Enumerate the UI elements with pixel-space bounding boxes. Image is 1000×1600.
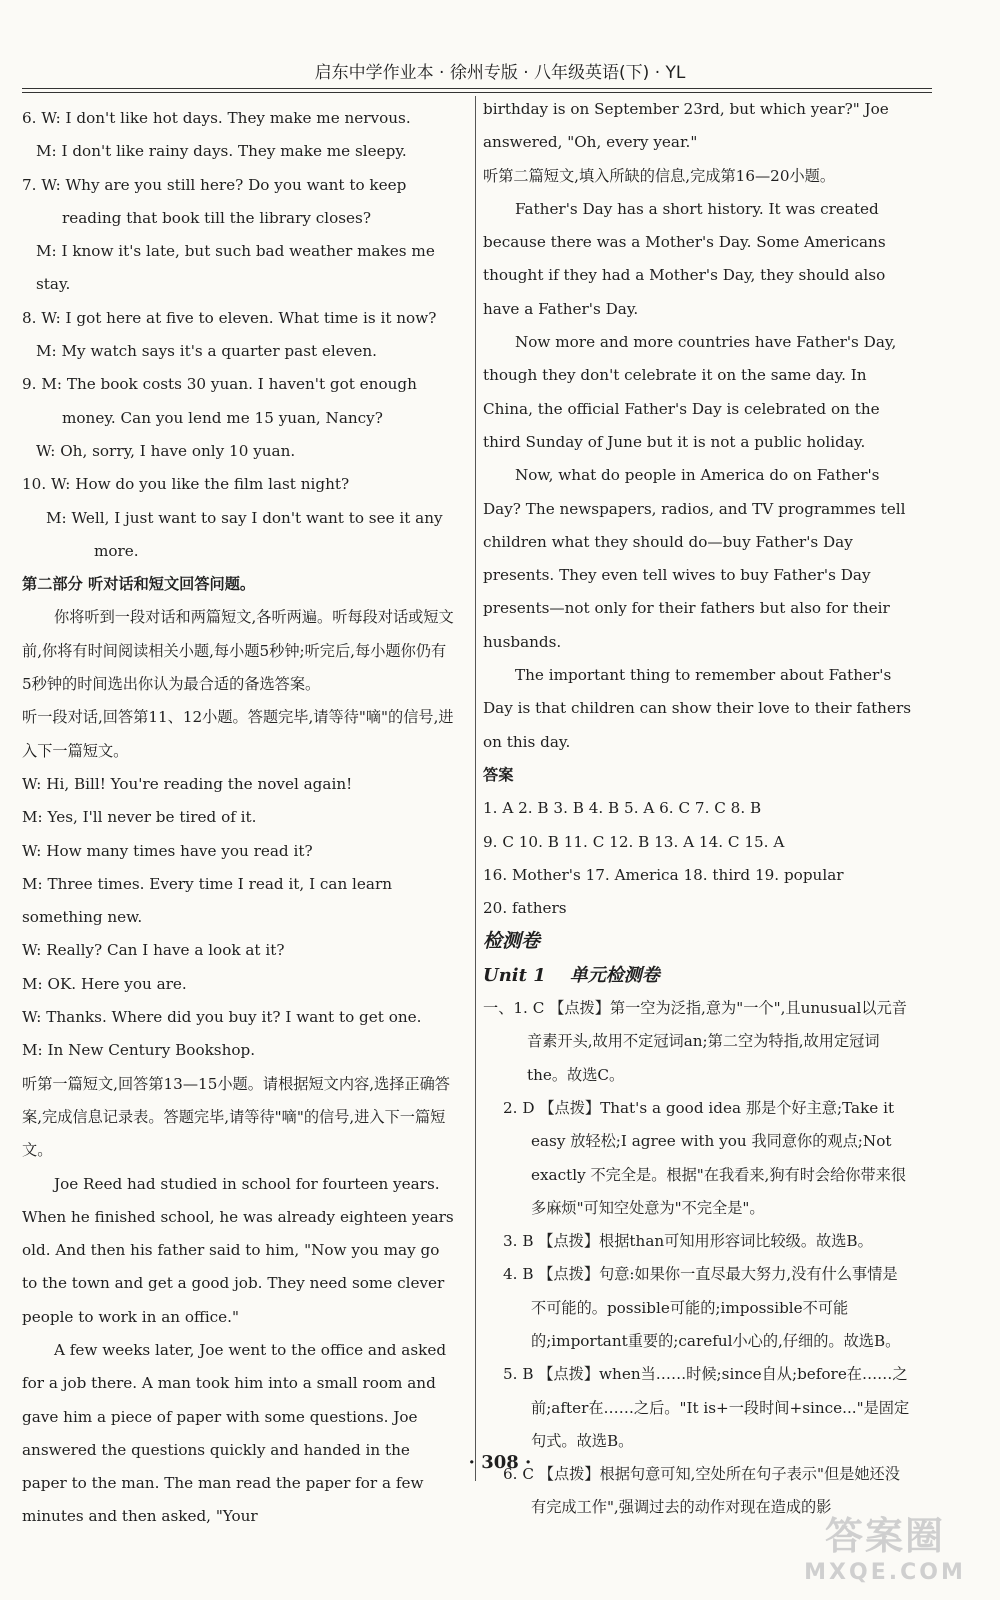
- dialog-line: M: Well, I just want to say I don't want to see it any more.: [46, 508, 443, 560]
- passage-paragraph: Father's Day has a short history. It was created because there was a Mother's Day. Some Americans thought if they had a Mother's Day, they should also have a Father's Day.: [483, 199, 886, 318]
- watermark-url: MXQE.COM: [804, 1560, 966, 1585]
- test-section-title: 检测卷: [483, 930, 541, 953]
- dialog-line: M: Yes, I'll never be tired of it.: [22, 808, 257, 827]
- left-column: [22, 102, 454, 1534]
- dialog-line: 7. W: Why are you still here? Do you want to keep reading that book till the library closes?: [22, 175, 407, 227]
- watermark-logo: [780, 1505, 990, 1585]
- dialog-line: M: I know it's late, but such bad weather makes me stay.: [36, 242, 435, 294]
- dialog-line: W: Really? Can I have a look at it?: [22, 941, 285, 960]
- passage-paragraph: birthday is on September 23rd, but which year?" Joe answered, "Oh, every year.": [483, 100, 889, 152]
- dialog-line: 6. W: I don't like hot days. They make me nervous.: [22, 109, 411, 127]
- dialog-line: M: In New Century Bookshop.: [22, 1041, 256, 1060]
- unit-heading: [483, 959, 911, 992]
- instruction-paragraph: 你将听到一段对话和两篇短文,各听两遍。听每段对话或短文前,你将有时间阅读相关小题,每小题5秒钟;听完后,每小题你仍有5秒钟的时间选出你认为最合适的备选答案。: [22, 608, 454, 694]
- column-divider: [475, 96, 476, 1481]
- dialog-line: W: How many times have you read it?: [22, 841, 313, 860]
- dialog-line: W: Hi, Bill! You're reading the novel again!: [22, 774, 353, 793]
- dialog-line: 9. M: The book costs 30 yuan. I haven't got enough money. Can you lend me 15 yuan, Nancy?: [22, 375, 417, 427]
- dialog-line: M: OK. Here you are.: [22, 974, 187, 993]
- passage-paragraph: The important thing to remember about Father's Day is that children can show their love to their fathers on this day.: [483, 666, 911, 751]
- answers-heading: 答案: [483, 765, 514, 784]
- header-rule: [22, 88, 932, 89]
- passage-paragraph: Joe Reed had studied in school for fourteen years. When he finished school, he was already eighteen years old. And then his father said to him, "Now you may go to the town and get a good job. They need some clever people to work in an office.": [22, 1174, 454, 1326]
- passage-paragraph: Now more and more countries have Father's Day, though they don't celebrate it on the same day. In China, the official Father's Day is celebrated on the third Sunday of June but it is not a public holiday.: [483, 333, 897, 451]
- explanation-item: 2. D 【点拨】That's a good idea 那是个好主意;Take it easy 放轻松;I agree with you 我同意你的观点;Not exactly 不完全是。根据"在我看来,狗有时会给你带来很多麻烦"可知空处意为"不完全是"。: [503, 1098, 907, 1217]
- dialog-line: M: Three times. Every time I read it, I can learn something new.: [22, 874, 393, 927]
- instruction-paragraph: 听第二篇短文,填入所缺的信息,完成第16—20小题。: [483, 166, 836, 185]
- explanation-item: 一、1. C 【点拨】第一空为泛指,意为"一个",且unusual以元音音素开头,故用不定冠词an;第二空为特指,故用定冠词the。故选C。: [483, 999, 907, 1084]
- explanation-item: 3. B 【点拨】根据than可知用形容词比较级。故选B。: [503, 1232, 873, 1251]
- answer-row: 20. fathers: [483, 899, 567, 918]
- dialog-line: W: Thanks. Where did you buy it? I want to get one.: [22, 1008, 422, 1027]
- right-column: [483, 93, 911, 1525]
- unit-subtitle: 单元检测卷: [569, 964, 660, 986]
- dialog-line: 8. W: I got here at five to eleven. What time is it now?: [22, 308, 437, 327]
- dialog-line: M: My watch says it's a quarter past eleven.: [36, 342, 377, 361]
- unit-label: Unit 1: [483, 964, 546, 986]
- dialog-line: M: I don't like rainy days. They make me sleepy.: [36, 142, 407, 161]
- explanation-item: 5. B 【点拨】when当……时候;since自从;before在……之前;after在……之后。"It is+一段时间+since..."是固定句式。故选B。: [503, 1365, 910, 1450]
- page-number: · 308 ·: [468, 1452, 532, 1473]
- instruction-paragraph: 听一段对话,回答第11、12小题。答题完毕,请等待"嘀"的信号,进入下一篇短文。: [22, 708, 454, 760]
- passage-paragraph: Now, what do people in America do on Father's Day? The newspapers, radios, and TV programmes tell children what they should do—buy Father's Day presents. They even tell wives to buy Father's Day presents—not only for their fathers but also for their husbands.: [483, 466, 906, 651]
- explanation-item: 6. C 【点拨】根据句意可知,空处所在句子表示"但是她还没有完成工作",强调过去的动作对现在造成的影: [503, 1465, 900, 1517]
- instruction-paragraph: 听第一篇短文,回答第13—15小题。请根据短文内容,选择正确答案,完成信息记录表。答题完毕,请等待"嘀"的信号,进入下一篇短文。: [22, 1074, 450, 1160]
- dialog-line: 10. W: How do you like the film last night?: [22, 475, 350, 494]
- running-header: 启东中学作业本 · 徐州专版 · 八年级英语(下) · YL: [314, 63, 686, 83]
- watermark-text: 答案圈: [824, 1514, 945, 1558]
- answer-row: 1. A 2. B 3. B 4. B 5. A 6. C 7. C 8. B: [483, 799, 762, 818]
- answer-row: 16. Mother's 17. America 18. third 19. popular: [483, 865, 844, 884]
- dialog-line: W: Oh, sorry, I have only 10 yuan.: [36, 441, 296, 460]
- passage-paragraph: A few weeks later, Joe went to the office and asked for a job there. A man took him into a small room and gave him a piece of paper with some questions. Joe answered the questions quickly and handed in the paper to the man. The man read the paper for a few minutes and then asked, "Your: [22, 1340, 447, 1526]
- explanation-item: 4. B 【点拨】句意:如果你一直尽最大努力,没有什么事情是不可能的。possible可能的;impossible不可能的;important重要的;careful小心的,仔细的。故选B。: [503, 1265, 901, 1350]
- section-heading: 第二部分 听对话和短文回答问题。: [22, 575, 256, 594]
- answer-row: 9. C 10. B 11. C 12. B 13. A 14. C 15. A: [483, 832, 785, 851]
